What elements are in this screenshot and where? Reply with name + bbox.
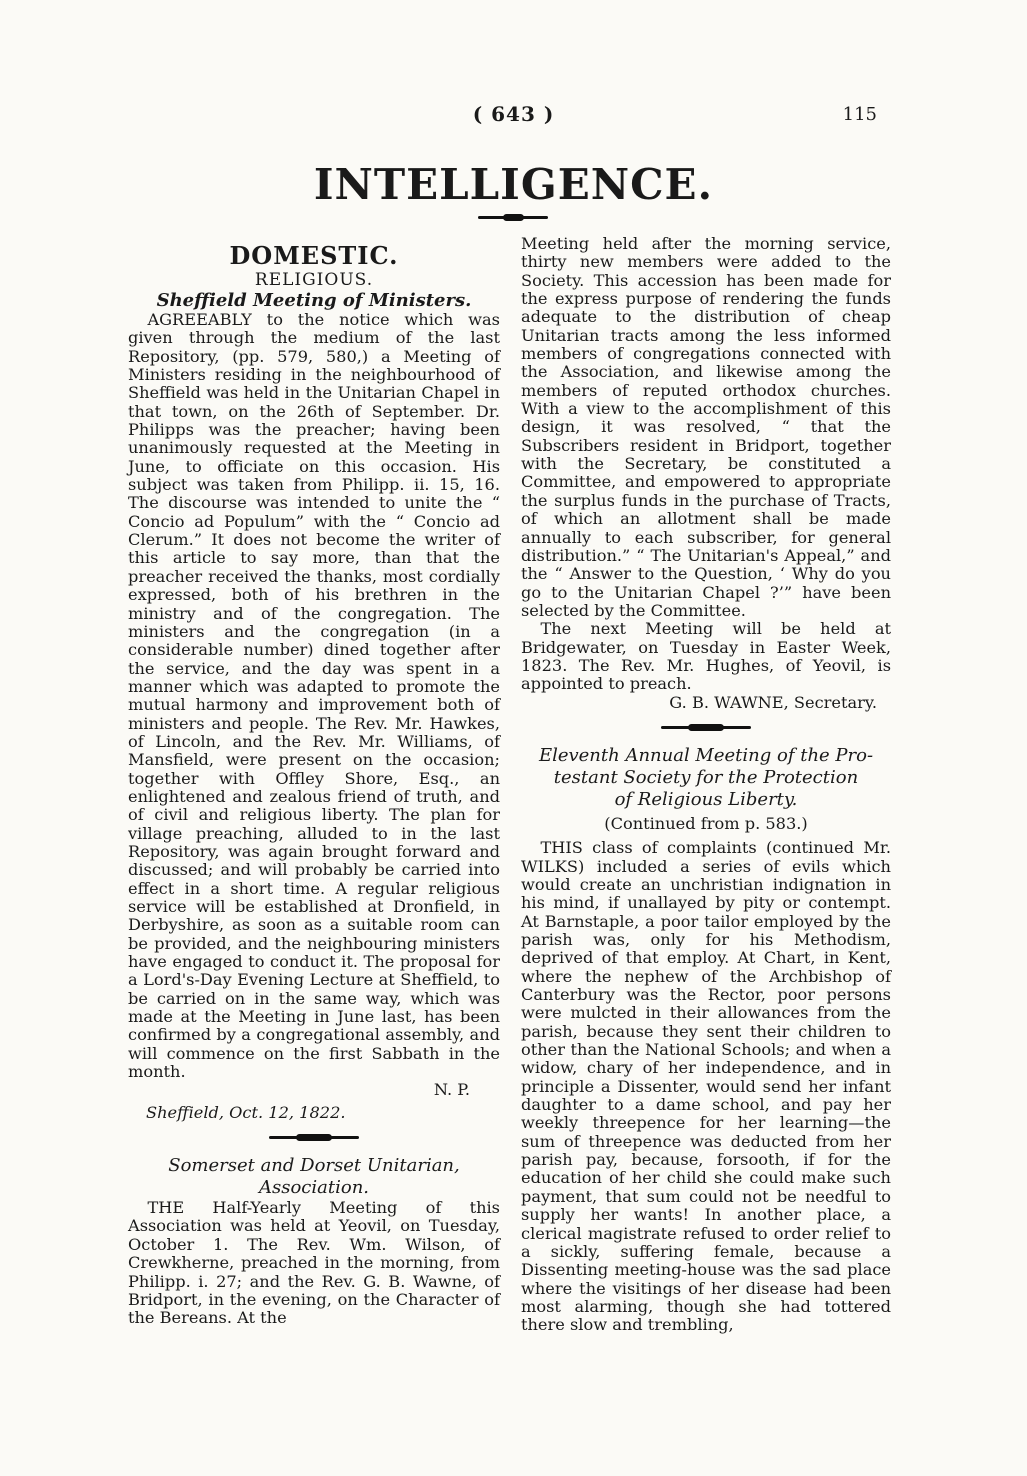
article-signature: N. P. [433,1080,470,1100]
article-heading-sheffield: Sheffield Meeting of Ministers. [156,290,472,311]
title-ornament-rule [478,216,548,219]
secretary-signature: G. B. WAWNE, Secretary. [669,692,877,712]
article-heading-protestant-society [521,745,891,811]
article-body-somerset-continued: Meeting held after the morning service, thirty new members were added to the Society. This accession has been made for the express purpose of rendering the funds adequate to the distribution of cheap Unitarian tracts among the less informed members of congregations connected with the Association, and likewise among the members of reputed orthodox churches. With a view to the accomplishment of this design, it was resolved, “ that the Subscribers resident in Bridport, together with the Secretary, be constituted a Committee, and empowered to appropriate the surplus funds in the purchase of Tracts, of which an allotment shall be made annually to each subscriber, for general distribution.” “ The Unitarian's Appeal,” and the “ Answer to the Question, ‘ Why do you go to the Unitarian Chapel ?’” have been selected by the Committee. [521,234,891,620]
article-body-somerset: THE Half-Yearly Meeting of this Association was held at Yeovil, on Tuesday, October 1. The Rev. Wm. Wilson, of Crewkherne, preached in the morning, from Philipp. i. 27; and the Rev. G. B. Wawne, of Bridport, in the evening, on the Character of the Bereans. At the [128,1198,500,1328]
subsection-heading: RELIGIOUS. [254,270,374,290]
next-meeting-paragraph: The next Meeting will be held at Bridgewater, on Tuesday in Easter Week, 1823. The Rev. Mr. Hughes, of Yeovil, is appointed to preach. [521,619,891,694]
corner-number: 115 [842,104,877,125]
left-column [128,242,500,1328]
article-dateline: Sheffield, Oct. 12, 1822. [146,1102,346,1122]
article-heading-somerset-line1: Somerset and Dorset Unitarian, [168,1155,460,1177]
article-heading-somerset-line2: Association. [258,1177,370,1199]
section-heading: DOMESTIC. [229,241,399,270]
continued-note: (Continued from p. 583.) [604,813,808,833]
article-heading-protestant-line2: testant Society for the Protection [553,766,859,788]
article-separator-rule [269,1136,359,1139]
article-heading-protestant-line1: Eleventh Annual Meeting of the Pro- [538,744,874,766]
article-body-sheffield: AGREEABLY to the notice which was given through the medium of the last Repository, (pp. 579, 580,) a Meeting of Ministers residing in the neighbourhood of Sheffield was held in the Unitarian Chapel in that town, on the 26th of September. Dr. Philipps was the preacher; having been unanimously requested at the Meeting in June, to officiate on this occasion. His subject was taken from Philipp. ii. 15, 16. The discourse was intended to unite the “ Concio ad Populum” with the “ Concio ad Clerum.” It does not become the writer of this article to say more, than that the preacher received the thanks, most cordially expressed, both of his brethren in the ministry and of the congregation. The ministers and the congregation (in a considerable number) dined together after the service, and the day was spent in a manner which was adapted to promote the mutual harmony and improvement both of ministers and people. The Rev. Mr. Hawkes, of Lincoln, and the Rev. Mr. Williams, of Mansfield, were present on the occasion; together with Offley Shore, Esq., an enlightened and zealous friend of truth, and of civil and religious liberty. The plan for village preaching, alluded to in the last Repository, was again brought forward and discussed; and will probably be carried into effect in a short time. A regular religious service will be established at Dronfield, in Derbyshire, as soon as a suitable room can be provided, and the neighbouring ministers have engaged to conduct it. The proposal for a Lord's-Day Evening Lecture at Sheffield, to be carried on in the same way, which was made at the Meeting in June last, has been confirmed by a congregational assembly, and will commence on the first Sabbath in the month. [128,310,500,1082]
article-heading-somerset [128,1155,500,1199]
article-heading-protestant-line3: of Religious Liberty. [614,788,798,810]
right-column [521,235,891,1335]
page-number: ( 643 ) [472,102,555,126]
article-body-protestant-society: THIS class of complaints (continued Mr. WILKS) included a series of evils which would create an unchristian indignation in his mind, if unallayed by pity or contempt. At Barnstaple, a poor tailor employed by the parish was, only for his Methodism, deprived of that employ. At Chart, in Kent, where the nephew of the Archbishop of Canterbury was the Rector, poor persons were mulcted in their allowances from the parish, because they sent their children to other than the National Schools; and when a widow, chary of her independence, and in principle a Dissenter, would send her infant daughter to a dame school, and pay her weekly threepence for her learning—the sum of threepence was deducted from her parish pay, because, forsooth, if for the education of her child she could make such payment, that sum could not be needful to supply her wants! In another place, a clerical magistrate refused to order relief to a sickly, suffering female, because a Dissenting meeting-house was the sad place where the visitings of her disease had been most alarming, though she had tottered there slow and trembling, [521,838,891,1335]
article-separator-rule [661,726,751,729]
page-title: INTELLIGENCE. [313,160,714,209]
